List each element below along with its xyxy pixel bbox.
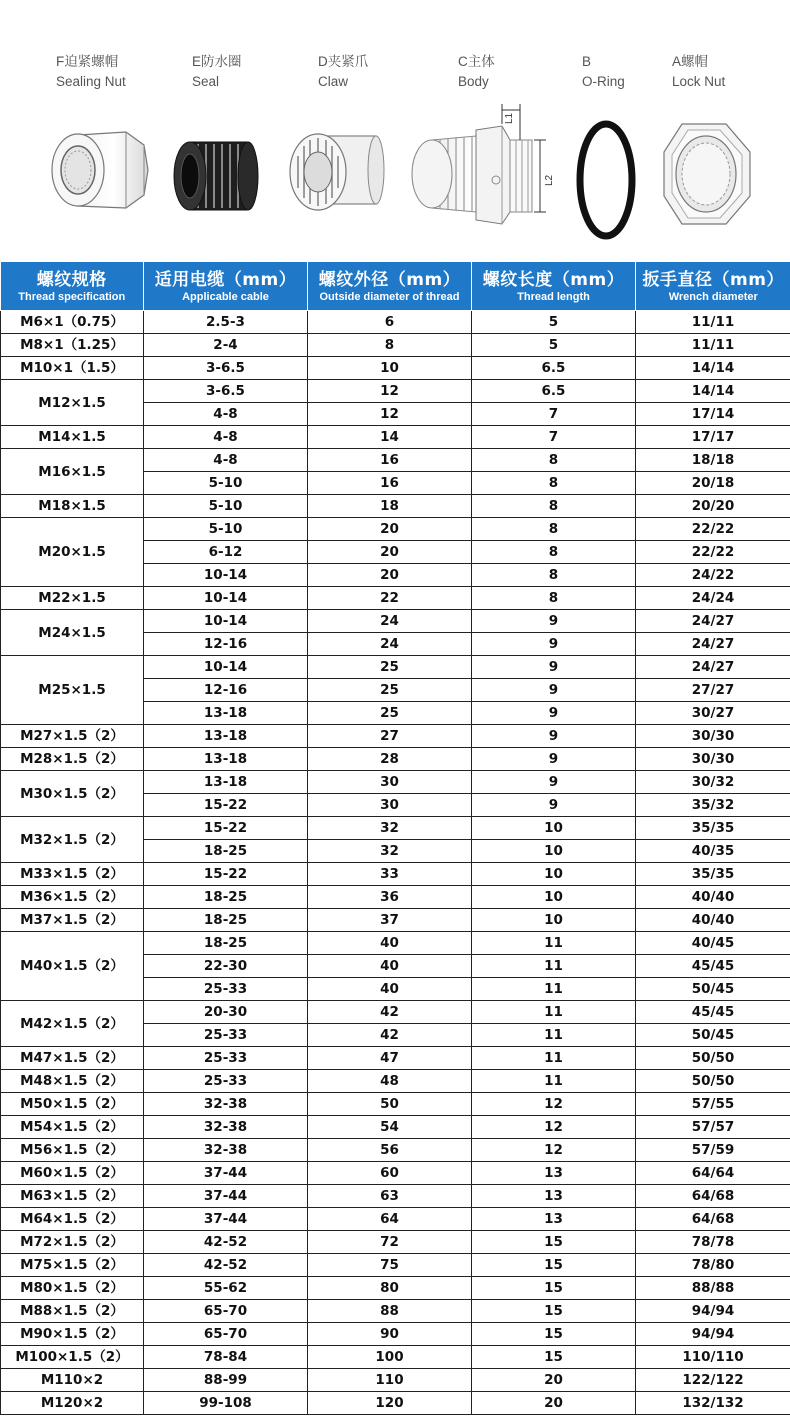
wrench-diameter-cell: 11/11 bbox=[636, 311, 790, 334]
thread-length-cell: 11 bbox=[472, 1001, 636, 1024]
cable-cell: 2.5-3 bbox=[144, 311, 308, 334]
wrench-diameter-cell: 30/32 bbox=[636, 771, 790, 794]
outer-diameter-cell: 37 bbox=[308, 909, 472, 932]
outer-diameter-cell: 12 bbox=[308, 380, 472, 403]
cable-cell: 37-44 bbox=[144, 1162, 308, 1185]
table-row bbox=[1, 610, 790, 633]
table-row bbox=[1, 863, 790, 886]
outer-diameter-cell: 27 bbox=[308, 725, 472, 748]
thread-spec-cell: M50×1.5（2） bbox=[1, 1093, 144, 1116]
thread-length-cell: 6.5 bbox=[472, 357, 636, 380]
outer-diameter-cell: 16 bbox=[308, 449, 472, 472]
wrench-diameter-cell: 40/40 bbox=[636, 909, 790, 932]
cable-cell: 37-44 bbox=[144, 1185, 308, 1208]
wrench-diameter-cell: 17/17 bbox=[636, 426, 790, 449]
l1-dimension-label: L1 bbox=[504, 112, 515, 124]
thread-length-cell: 9 bbox=[472, 702, 636, 725]
thread-length-cell: 13 bbox=[472, 1185, 636, 1208]
wrench-diameter-cell: 24/27 bbox=[636, 656, 790, 679]
thread-length-cell: 15 bbox=[472, 1300, 636, 1323]
wrench-diameter-cell: 30/30 bbox=[636, 748, 790, 771]
outer-diameter-cell: 20 bbox=[308, 541, 472, 564]
wrench-diameter-cell: 22/22 bbox=[636, 518, 790, 541]
cable-cell: 55-62 bbox=[144, 1277, 308, 1300]
outer-diameter-cell: 20 bbox=[308, 564, 472, 587]
cable-cell: 10-14 bbox=[144, 564, 308, 587]
wrench-diameter-cell: 27/27 bbox=[636, 679, 790, 702]
thread-length-cell: 11 bbox=[472, 932, 636, 955]
wrench-diameter-cell: 40/45 bbox=[636, 932, 790, 955]
thread-length-cell: 8 bbox=[472, 564, 636, 587]
cable-cell: 10-14 bbox=[144, 610, 308, 633]
cable-cell: 13-18 bbox=[144, 748, 308, 771]
table-row bbox=[1, 1346, 790, 1369]
thread-length-cell: 10 bbox=[472, 909, 636, 932]
l2-dimension-label: L2 bbox=[544, 174, 555, 186]
outer-diameter-cell: 25 bbox=[308, 656, 472, 679]
part-label-lock-nut: A螺帽 Lock Nut bbox=[672, 54, 726, 89]
thread-spec-cell: M90×1.5（2） bbox=[1, 1323, 144, 1346]
cable-cell: 65-70 bbox=[144, 1300, 308, 1323]
outer-diameter-cell: 8 bbox=[308, 334, 472, 357]
cable-cell: 2-4 bbox=[144, 334, 308, 357]
table-row bbox=[1, 1208, 790, 1231]
outer-diameter-cell: 22 bbox=[308, 587, 472, 610]
o-ring-icon bbox=[572, 100, 642, 242]
wrench-diameter-cell: 35/32 bbox=[636, 794, 790, 817]
thread-length-cell: 9 bbox=[472, 771, 636, 794]
thread-length-cell: 10 bbox=[472, 840, 636, 863]
thread-spec-cell: M60×1.5（2） bbox=[1, 1162, 144, 1185]
seal-icon bbox=[168, 100, 264, 230]
thread-spec-cell: M14×1.5 bbox=[1, 426, 144, 449]
cable-cell: 3-6.5 bbox=[144, 357, 308, 380]
thread-length-cell: 10 bbox=[472, 886, 636, 909]
outer-diameter-cell: 40 bbox=[308, 955, 472, 978]
cable-cell: 13-18 bbox=[144, 725, 308, 748]
cable-cell: 15-22 bbox=[144, 817, 308, 840]
outer-diameter-cell: 110 bbox=[308, 1369, 472, 1392]
cable-cell: 20-30 bbox=[144, 1001, 308, 1024]
cable-cell: 15-22 bbox=[144, 794, 308, 817]
cable-cell: 18-25 bbox=[144, 932, 308, 955]
cable-cell: 22-30 bbox=[144, 955, 308, 978]
wrench-diameter-cell: 45/45 bbox=[636, 1001, 790, 1024]
thread-length-cell: 7 bbox=[472, 403, 636, 426]
outer-diameter-cell: 32 bbox=[308, 817, 472, 840]
sealing-nut-icon bbox=[48, 100, 152, 230]
cable-cell: 42-52 bbox=[144, 1231, 308, 1254]
wrench-diameter-cell: 50/45 bbox=[636, 978, 790, 1001]
wrench-diameter-cell: 24/22 bbox=[636, 564, 790, 587]
table-row bbox=[1, 1047, 790, 1070]
header-thread-length: 螺纹长度（mm） Thread length bbox=[472, 262, 636, 311]
outer-diameter-cell: 50 bbox=[308, 1093, 472, 1116]
table-row bbox=[1, 886, 790, 909]
cable-cell: 78-84 bbox=[144, 1346, 308, 1369]
table-row bbox=[1, 334, 790, 357]
thread-length-cell: 5 bbox=[472, 334, 636, 357]
parts-diagram bbox=[0, 0, 790, 262]
wrench-diameter-cell: 35/35 bbox=[636, 863, 790, 886]
cable-cell: 10-14 bbox=[144, 656, 308, 679]
table-row bbox=[1, 656, 790, 679]
wrench-diameter-cell: 18/18 bbox=[636, 449, 790, 472]
wrench-diameter-cell: 17/14 bbox=[636, 403, 790, 426]
outer-diameter-cell: 56 bbox=[308, 1139, 472, 1162]
wrench-diameter-cell: 88/88 bbox=[636, 1277, 790, 1300]
cable-cell: 15-22 bbox=[144, 863, 308, 886]
wrench-diameter-cell: 14/14 bbox=[636, 380, 790, 403]
thread-length-cell: 13 bbox=[472, 1208, 636, 1231]
wrench-diameter-cell: 64/64 bbox=[636, 1162, 790, 1185]
table-row bbox=[1, 1185, 790, 1208]
body-icon bbox=[404, 100, 580, 236]
thread-length-cell: 12 bbox=[472, 1116, 636, 1139]
cable-cell: 12-16 bbox=[144, 679, 308, 702]
outer-diameter-cell: 36 bbox=[308, 886, 472, 909]
cable-cell: 32-38 bbox=[144, 1093, 308, 1116]
thread-length-cell: 15 bbox=[472, 1323, 636, 1346]
thread-length-cell: 12 bbox=[472, 1093, 636, 1116]
thread-length-cell: 9 bbox=[472, 748, 636, 771]
cable-cell: 12-16 bbox=[144, 633, 308, 656]
cable-cell: 5-10 bbox=[144, 495, 308, 518]
thread-length-cell: 15 bbox=[472, 1254, 636, 1277]
cable-cell: 32-38 bbox=[144, 1116, 308, 1139]
wrench-diameter-cell: 50/50 bbox=[636, 1047, 790, 1070]
table-row bbox=[1, 909, 790, 932]
table-row bbox=[1, 1254, 790, 1277]
wrench-diameter-cell: 57/59 bbox=[636, 1139, 790, 1162]
thread-spec-cell: M32×1.5（2） bbox=[1, 817, 144, 863]
thread-length-cell: 9 bbox=[472, 679, 636, 702]
outer-diameter-cell: 14 bbox=[308, 426, 472, 449]
outer-diameter-cell: 42 bbox=[308, 1024, 472, 1047]
table-row bbox=[1, 817, 790, 840]
outer-diameter-cell: 32 bbox=[308, 840, 472, 863]
thread-spec-cell: M20×1.5 bbox=[1, 518, 144, 587]
cable-cell: 25-33 bbox=[144, 1047, 308, 1070]
part-label-body: C主体 Body bbox=[458, 54, 495, 89]
part-label-o-ring: B O-Ring bbox=[582, 54, 625, 89]
cable-cell: 88-99 bbox=[144, 1369, 308, 1392]
table-row bbox=[1, 1116, 790, 1139]
thread-length-cell: 8 bbox=[472, 518, 636, 541]
wrench-diameter-cell: 57/57 bbox=[636, 1116, 790, 1139]
table-row bbox=[1, 587, 790, 610]
thread-spec-cell: M75×1.5（2） bbox=[1, 1254, 144, 1277]
table-row bbox=[1, 748, 790, 771]
header-wrench-diameter: 扳手直径（mm） Wrench diameter bbox=[636, 262, 790, 311]
thread-spec-cell: M110×2 bbox=[1, 1369, 144, 1392]
table-row bbox=[1, 426, 790, 449]
wrench-diameter-cell: 122/122 bbox=[636, 1369, 790, 1392]
cable-cell: 3-6.5 bbox=[144, 380, 308, 403]
wrench-diameter-cell: 24/24 bbox=[636, 587, 790, 610]
table-row bbox=[1, 1139, 790, 1162]
table-row bbox=[1, 357, 790, 380]
table-row bbox=[1, 1231, 790, 1254]
thread-length-cell: 9 bbox=[472, 725, 636, 748]
outer-diameter-cell: 100 bbox=[308, 1346, 472, 1369]
thread-spec-cell: M40×1.5（2） bbox=[1, 932, 144, 1001]
header-thread-spec: 螺纹规格 Thread specification bbox=[1, 262, 144, 311]
outer-diameter-cell: 24 bbox=[308, 610, 472, 633]
part-label-seal: E防水圈 Seal bbox=[192, 54, 242, 89]
wrench-diameter-cell: 24/27 bbox=[636, 610, 790, 633]
thread-spec-cell: M16×1.5 bbox=[1, 449, 144, 495]
table-row bbox=[1, 1093, 790, 1116]
cable-cell: 18-25 bbox=[144, 840, 308, 863]
wrench-diameter-cell: 110/110 bbox=[636, 1346, 790, 1369]
table-header-row bbox=[1, 262, 790, 311]
cable-cell: 5-10 bbox=[144, 472, 308, 495]
thread-spec-cell: M18×1.5 bbox=[1, 495, 144, 518]
outer-diameter-cell: 120 bbox=[308, 1392, 472, 1415]
outer-diameter-cell: 24 bbox=[308, 633, 472, 656]
wrench-diameter-cell: 57/55 bbox=[636, 1093, 790, 1116]
table-row bbox=[1, 1277, 790, 1300]
thread-spec-cell: M80×1.5（2） bbox=[1, 1277, 144, 1300]
outer-diameter-cell: 47 bbox=[308, 1047, 472, 1070]
outer-diameter-cell: 54 bbox=[308, 1116, 472, 1139]
cable-cell: 99-108 bbox=[144, 1392, 308, 1415]
wrench-diameter-cell: 78/80 bbox=[636, 1254, 790, 1277]
thread-spec-cell: M56×1.5（2） bbox=[1, 1139, 144, 1162]
wrench-diameter-cell: 40/35 bbox=[636, 840, 790, 863]
thread-length-cell: 11 bbox=[472, 1024, 636, 1047]
outer-diameter-cell: 28 bbox=[308, 748, 472, 771]
wrench-diameter-cell: 30/30 bbox=[636, 725, 790, 748]
thread-length-cell: 8 bbox=[472, 541, 636, 564]
thread-spec-cell: M100×1.5（2） bbox=[1, 1346, 144, 1369]
thread-spec-cell: M28×1.5（2） bbox=[1, 748, 144, 771]
outer-diameter-cell: 48 bbox=[308, 1070, 472, 1093]
outer-diameter-cell: 33 bbox=[308, 863, 472, 886]
table-row bbox=[1, 771, 790, 794]
thread-spec-cell: M36×1.5（2） bbox=[1, 886, 144, 909]
cable-cell: 42-52 bbox=[144, 1254, 308, 1277]
outer-diameter-cell: 60 bbox=[308, 1162, 472, 1185]
table-row bbox=[1, 1162, 790, 1185]
outer-diameter-cell: 30 bbox=[308, 771, 472, 794]
lock-nut-icon bbox=[652, 100, 756, 232]
thread-spec-table bbox=[0, 262, 790, 1415]
thread-spec-cell: M72×1.5（2） bbox=[1, 1231, 144, 1254]
thread-spec-cell: M10×1（1.5） bbox=[1, 357, 144, 380]
thread-length-cell: 11 bbox=[472, 1070, 636, 1093]
cable-cell: 4-8 bbox=[144, 426, 308, 449]
outer-diameter-cell: 40 bbox=[308, 978, 472, 1001]
thread-spec-cell: M8×1（1.25） bbox=[1, 334, 144, 357]
thread-spec-cell: M27×1.5（2） bbox=[1, 725, 144, 748]
wrench-diameter-cell: 24/27 bbox=[636, 633, 790, 656]
wrench-diameter-cell: 30/27 bbox=[636, 702, 790, 725]
thread-spec-cell: M6×1（0.75） bbox=[1, 311, 144, 334]
thread-length-cell: 9 bbox=[472, 656, 636, 679]
thread-spec-cell: M64×1.5（2） bbox=[1, 1208, 144, 1231]
thread-length-cell: 15 bbox=[472, 1231, 636, 1254]
outer-diameter-cell: 16 bbox=[308, 472, 472, 495]
thread-spec-cell: M88×1.5（2） bbox=[1, 1300, 144, 1323]
table-row bbox=[1, 1070, 790, 1093]
wrench-diameter-cell: 20/18 bbox=[636, 472, 790, 495]
thread-length-cell: 8 bbox=[472, 495, 636, 518]
thread-length-cell: 10 bbox=[472, 863, 636, 886]
cable-cell: 65-70 bbox=[144, 1323, 308, 1346]
wrench-diameter-cell: 35/35 bbox=[636, 817, 790, 840]
header-outside-diameter: 螺纹外径（mm） Outside diameter of thread bbox=[308, 262, 472, 311]
cable-cell: 25-33 bbox=[144, 1070, 308, 1093]
outer-diameter-cell: 20 bbox=[308, 518, 472, 541]
thread-length-cell: 8 bbox=[472, 449, 636, 472]
cable-cell: 25-33 bbox=[144, 1024, 308, 1047]
wrench-diameter-cell: 14/14 bbox=[636, 357, 790, 380]
thread-spec-cell: M63×1.5（2） bbox=[1, 1185, 144, 1208]
outer-diameter-cell: 6 bbox=[308, 311, 472, 334]
table-body bbox=[1, 311, 790, 1415]
thread-length-cell: 15 bbox=[472, 1277, 636, 1300]
table-row bbox=[1, 932, 790, 955]
table-row bbox=[1, 518, 790, 541]
outer-diameter-cell: 63 bbox=[308, 1185, 472, 1208]
outer-diameter-cell: 88 bbox=[308, 1300, 472, 1323]
table-row bbox=[1, 1300, 790, 1323]
outer-diameter-cell: 64 bbox=[308, 1208, 472, 1231]
outer-diameter-cell: 80 bbox=[308, 1277, 472, 1300]
table-row bbox=[1, 449, 790, 472]
thread-spec-cell: M25×1.5 bbox=[1, 656, 144, 725]
claw-icon bbox=[280, 100, 392, 230]
table-row bbox=[1, 380, 790, 403]
header-applicable-cable: 适用电缆（mm） Applicable cable bbox=[144, 262, 308, 311]
outer-diameter-cell: 30 bbox=[308, 794, 472, 817]
outer-diameter-cell: 90 bbox=[308, 1323, 472, 1346]
cable-cell: 4-8 bbox=[144, 449, 308, 472]
thread-length-cell: 10 bbox=[472, 817, 636, 840]
wrench-diameter-cell: 64/68 bbox=[636, 1208, 790, 1231]
cable-cell: 18-25 bbox=[144, 886, 308, 909]
thread-length-cell: 5 bbox=[472, 311, 636, 334]
wrench-diameter-cell: 132/132 bbox=[636, 1392, 790, 1415]
thread-length-cell: 8 bbox=[472, 472, 636, 495]
thread-length-cell: 11 bbox=[472, 955, 636, 978]
thread-length-cell: 9 bbox=[472, 610, 636, 633]
outer-diameter-cell: 25 bbox=[308, 702, 472, 725]
outer-diameter-cell: 10 bbox=[308, 357, 472, 380]
thread-length-cell: 6.5 bbox=[472, 380, 636, 403]
thread-length-cell: 20 bbox=[472, 1369, 636, 1392]
thread-length-cell: 9 bbox=[472, 633, 636, 656]
cable-cell: 13-18 bbox=[144, 771, 308, 794]
part-label-sealing-nut: F迫紧螺帽 Sealing Nut bbox=[56, 54, 126, 89]
wrench-diameter-cell: 40/40 bbox=[636, 886, 790, 909]
wrench-diameter-cell: 11/11 bbox=[636, 334, 790, 357]
wrench-diameter-cell: 50/45 bbox=[636, 1024, 790, 1047]
outer-diameter-cell: 75 bbox=[308, 1254, 472, 1277]
thread-spec-cell: M33×1.5（2） bbox=[1, 863, 144, 886]
thread-length-cell: 9 bbox=[472, 794, 636, 817]
thread-spec-cell: M54×1.5（2） bbox=[1, 1116, 144, 1139]
cable-cell: 5-10 bbox=[144, 518, 308, 541]
outer-diameter-cell: 72 bbox=[308, 1231, 472, 1254]
wrench-diameter-cell: 64/68 bbox=[636, 1185, 790, 1208]
wrench-diameter-cell: 22/22 bbox=[636, 541, 790, 564]
thread-spec-cell: M30×1.5（2） bbox=[1, 771, 144, 817]
thread-spec-cell: M37×1.5（2） bbox=[1, 909, 144, 932]
thread-length-cell: 11 bbox=[472, 978, 636, 1001]
cable-cell: 6-12 bbox=[144, 541, 308, 564]
thread-length-cell: 7 bbox=[472, 426, 636, 449]
wrench-diameter-cell: 78/78 bbox=[636, 1231, 790, 1254]
thread-length-cell: 15 bbox=[472, 1346, 636, 1369]
table-row bbox=[1, 495, 790, 518]
wrench-diameter-cell: 94/94 bbox=[636, 1300, 790, 1323]
thread-length-cell: 13 bbox=[472, 1162, 636, 1185]
thread-length-cell: 12 bbox=[472, 1139, 636, 1162]
part-label-claw: D夹紧爪 Claw bbox=[318, 54, 369, 89]
outer-diameter-cell: 25 bbox=[308, 679, 472, 702]
cable-cell: 37-44 bbox=[144, 1208, 308, 1231]
cable-cell: 4-8 bbox=[144, 403, 308, 426]
thread-length-cell: 20 bbox=[472, 1392, 636, 1415]
outer-diameter-cell: 12 bbox=[308, 403, 472, 426]
table-row bbox=[1, 1369, 790, 1392]
cable-cell: 13-18 bbox=[144, 702, 308, 725]
wrench-diameter-cell: 50/50 bbox=[636, 1070, 790, 1093]
cable-cell: 32-38 bbox=[144, 1139, 308, 1162]
outer-diameter-cell: 42 bbox=[308, 1001, 472, 1024]
table-row bbox=[1, 1392, 790, 1415]
thread-spec-cell: M22×1.5 bbox=[1, 587, 144, 610]
thread-spec-cell: M120×2 bbox=[1, 1392, 144, 1415]
outer-diameter-cell: 40 bbox=[308, 932, 472, 955]
wrench-diameter-cell: 45/45 bbox=[636, 955, 790, 978]
table-row bbox=[1, 1323, 790, 1346]
table-row bbox=[1, 725, 790, 748]
outer-diameter-cell: 18 bbox=[308, 495, 472, 518]
cable-cell: 25-33 bbox=[144, 978, 308, 1001]
table-row bbox=[1, 1001, 790, 1024]
wrench-diameter-cell: 20/20 bbox=[636, 495, 790, 518]
thread-spec-cell: M24×1.5 bbox=[1, 610, 144, 656]
thread-length-cell: 11 bbox=[472, 1047, 636, 1070]
table-row bbox=[1, 311, 790, 334]
thread-spec-cell: M42×1.5（2） bbox=[1, 1001, 144, 1047]
cable-cell: 18-25 bbox=[144, 909, 308, 932]
thread-length-cell: 8 bbox=[472, 587, 636, 610]
thread-spec-cell: M12×1.5 bbox=[1, 380, 144, 426]
thread-spec-cell: M47×1.5（2） bbox=[1, 1047, 144, 1070]
thread-spec-cell: M48×1.5（2） bbox=[1, 1070, 144, 1093]
cable-cell: 10-14 bbox=[144, 587, 308, 610]
wrench-diameter-cell: 94/94 bbox=[636, 1323, 790, 1346]
